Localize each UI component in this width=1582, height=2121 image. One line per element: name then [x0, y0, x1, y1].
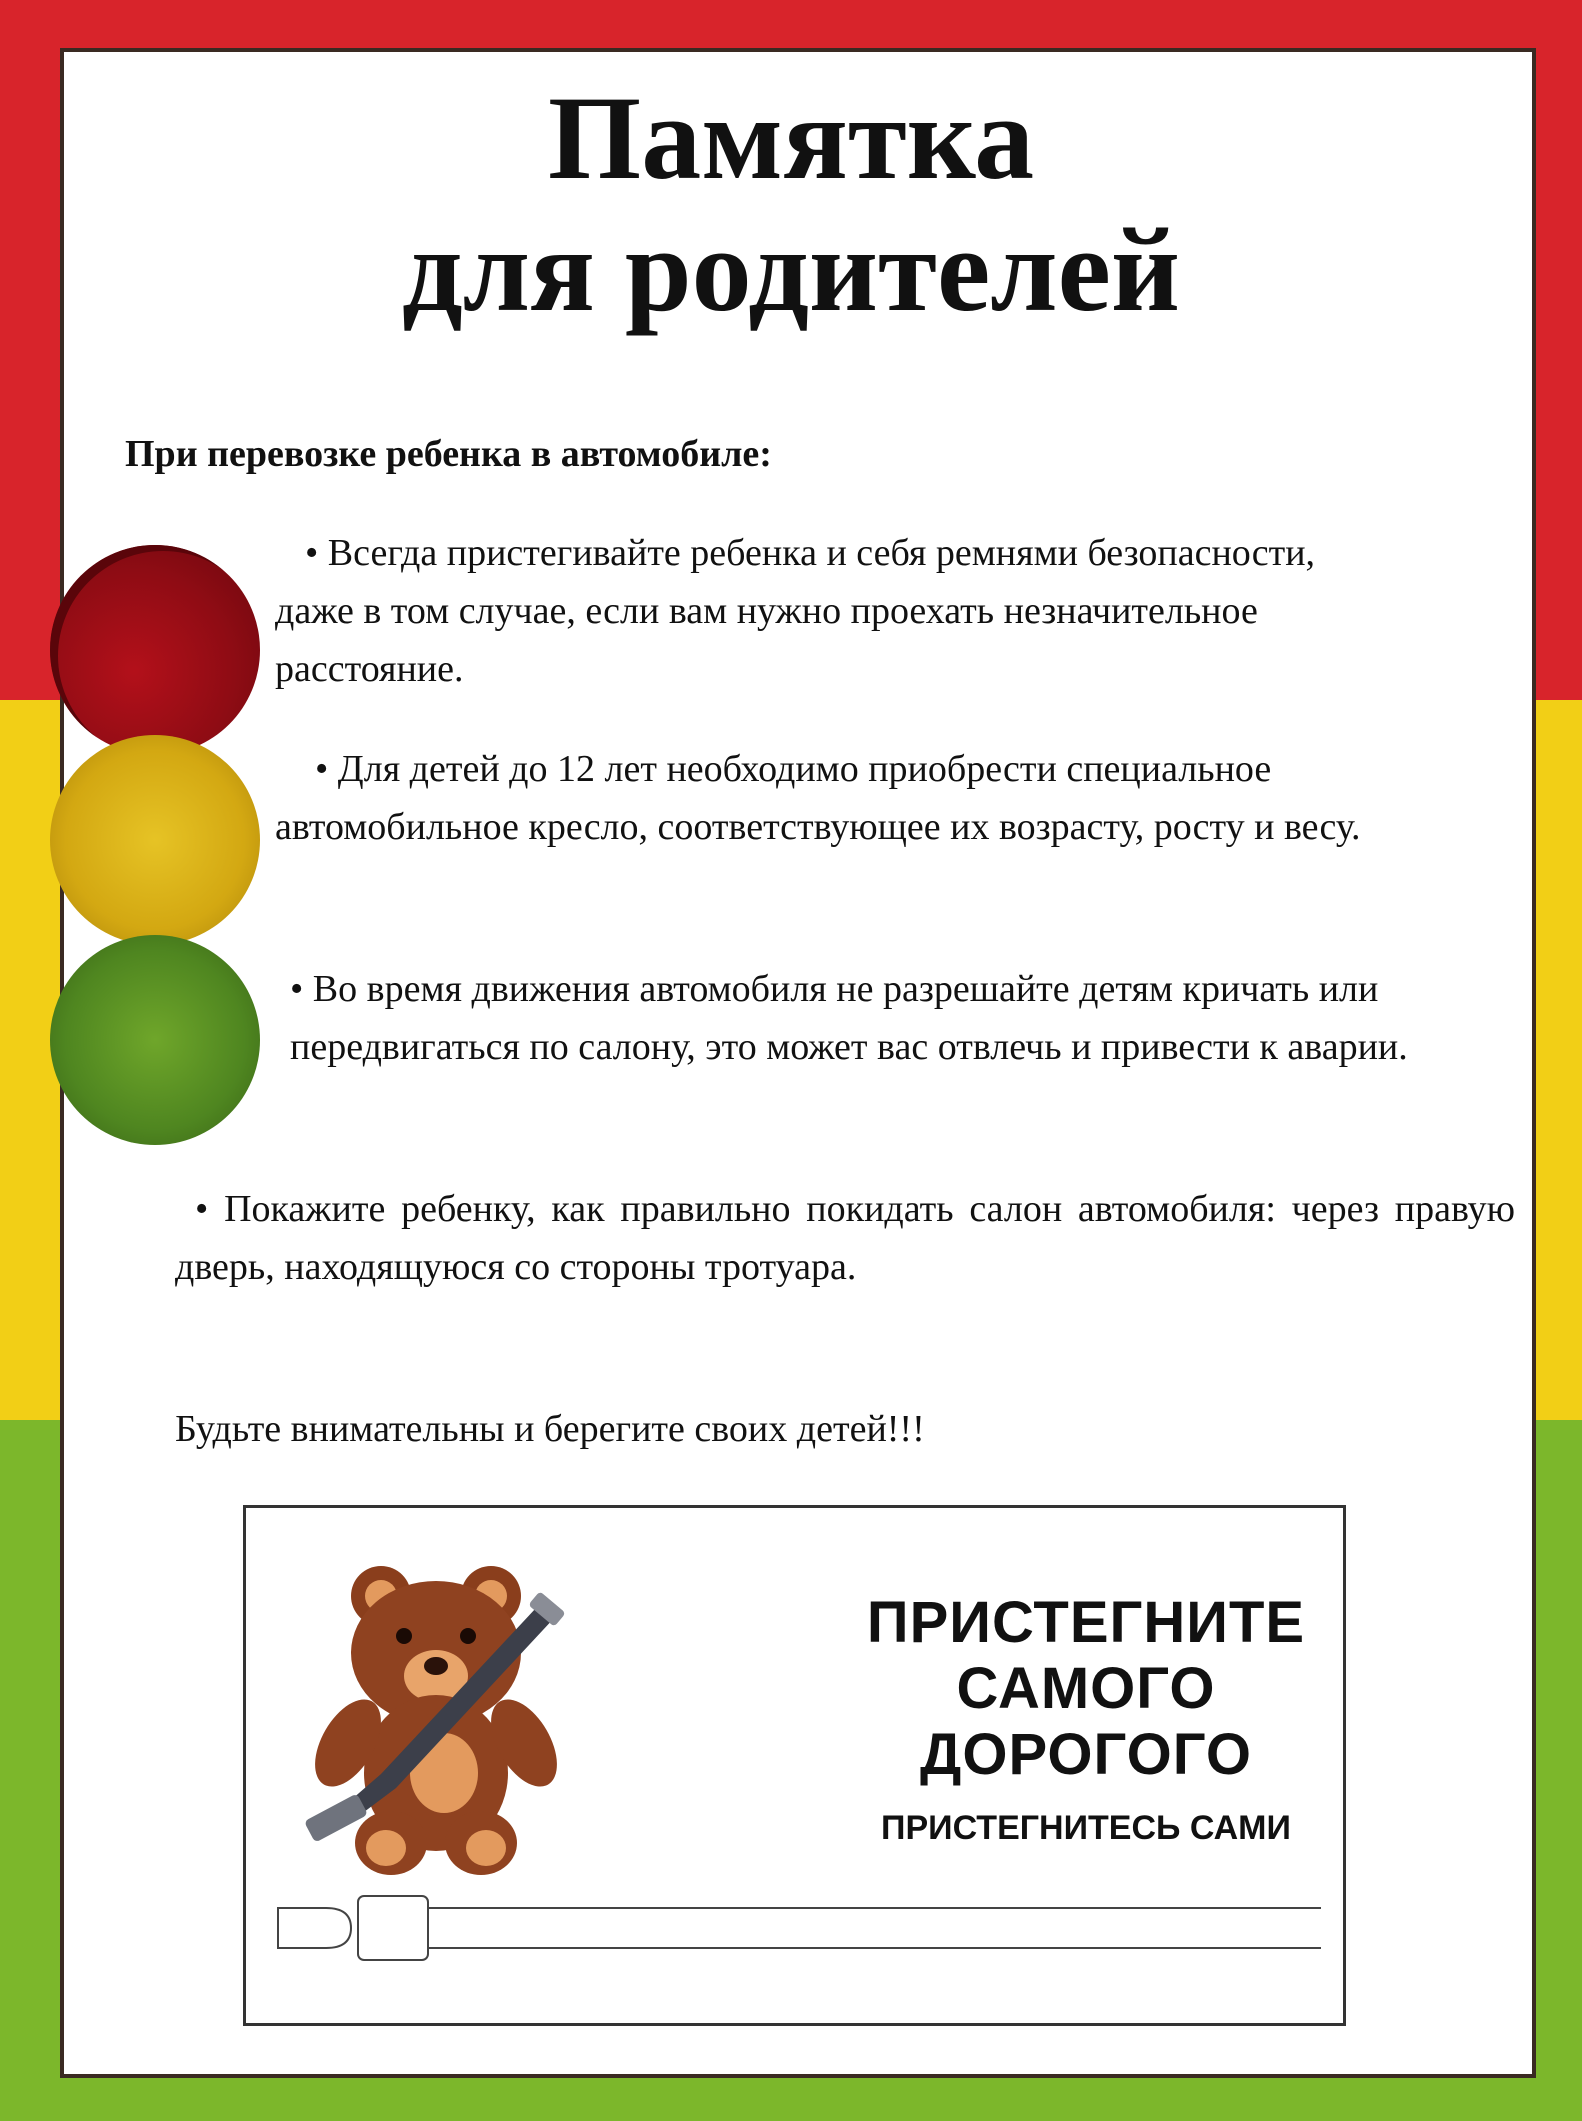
- intro-heading: При перевозке ребенка в автомобиле:: [125, 433, 772, 475]
- list-item: • Для детей до 12 лет необходимо приобрести специальное автомобильное кресло, соответствующее их возрасту, росту и весу.: [275, 748, 1361, 848]
- seatbelt-banner: [243, 1505, 1346, 2026]
- title-line-1: Памятка: [547, 71, 1035, 204]
- page-title: [0, 72, 1582, 336]
- banner-line-3: ПРИСТЕГНИТЕСЬ САМИ: [881, 1809, 1291, 1847]
- traffic-light-red-icon: [50, 545, 260, 755]
- banner-text: [806, 1590, 1366, 1858]
- seatbelt-strap-icon: [276, 1888, 1321, 1968]
- list-item: • Во время движения автомобиля не разрешайте детям кричать или передвигаться по салону, это может вас отвлечь и привести к аварии.: [290, 968, 1408, 1068]
- teddy-bear-with-seatbelt-icon: [286, 1548, 646, 1878]
- closing-text: Будьте внимательны и берегите своих детей!!!: [175, 1408, 925, 1450]
- banner-line-1: ПРИСТЕГНИТЕ: [866, 1590, 1306, 1655]
- title-line-2: для родителей: [401, 203, 1180, 336]
- traffic-light-yellow-icon: [50, 735, 260, 945]
- traffic-light-green-icon: [50, 935, 260, 1145]
- banner-line-2: САМОГО ДОРОГОГО: [920, 1656, 1252, 1787]
- list-item: • Покажите ребенку, как правильно покидать салон автомобиля: через правую дверь, находящуюся со стороны тротуара.: [175, 1188, 1515, 1288]
- list-item: • Всегда пристегивайте ребенка и себя ремнями безопасности, даже в том случае, если вам нужно проехать незначительное расстояние.: [275, 532, 1316, 690]
